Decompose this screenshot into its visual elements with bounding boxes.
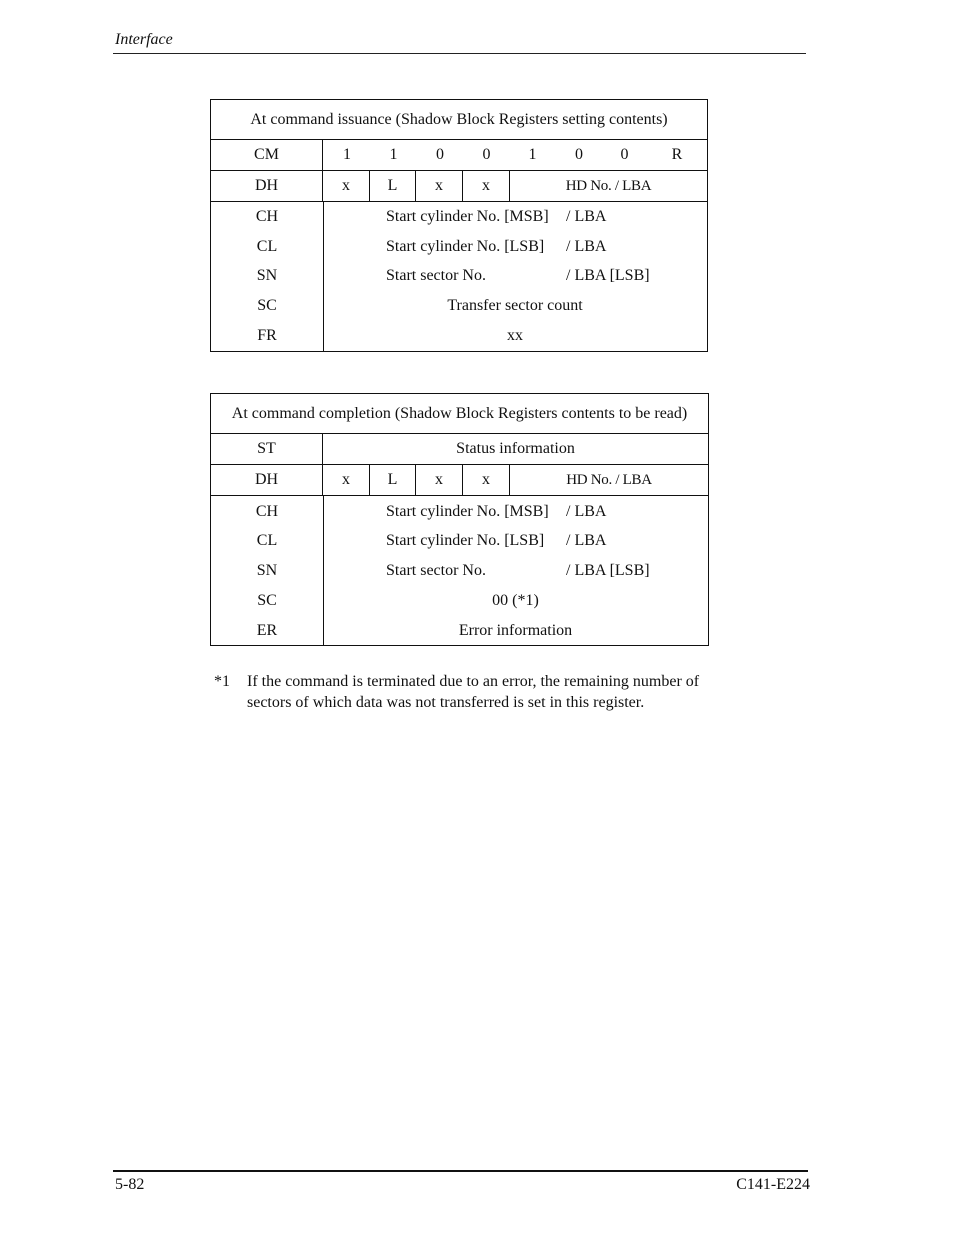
cm-bit-2: 0 [575,146,583,163]
dh-label: DH [211,465,323,495]
ch-value: Start cylinder No. [MSB] [386,208,549,225]
sn-suffix: / LBA [LSB] [566,267,650,284]
issuance-lower-block [211,202,707,351]
dh-bit-6: L [370,171,416,201]
ch-suffix: / LBA [566,208,607,225]
ch-label: CH [255,208,279,225]
header-rule [113,53,806,54]
sn-suffix: / LBA [LSB] [566,562,650,579]
sn-label: SN [256,562,278,579]
dh-row [211,171,707,202]
page-number: 5-82 [115,1176,145,1193]
sc-label: SC [257,297,277,314]
dh-bit-5: x [416,465,463,495]
dh-bit-5: x [416,171,463,201]
sn-label: SN [256,267,278,284]
cm-bit-7: 1 [343,146,351,163]
dh-bit-7: x [323,171,370,201]
completion-table-title: At command completion (Shadow Block Registers contents to be read) [211,394,708,434]
cl-suffix: / LBA [566,238,607,255]
er-label: ER [256,622,278,639]
sc-value: Transfer sector count [447,297,583,314]
er-value: Error information [458,622,573,639]
completion-register-table [210,393,709,646]
sn-value: Start sector No. [386,267,486,284]
cm-bit-6: 1 [389,146,398,163]
document-id: C141-E224 [736,1176,810,1193]
cm-bit-0: R [671,146,683,163]
sc-value: 00 (*1) [492,592,539,609]
cl-value: Start cylinder No. [LSB] [386,238,545,255]
footnote-mark: *1 [214,673,230,690]
sc-label: SC [257,592,277,609]
cm-bit-1: 0 [620,146,629,163]
cm-label: CM [211,140,323,170]
st-row [211,434,708,465]
dh-hd-lba: HD No. / LBA [566,471,652,488]
cl-label: CL [256,532,278,549]
dh-label: DH [211,171,323,201]
issuance-table-title: At command issuance (Shadow Block Registers setting contents) [211,100,707,140]
dh-bit-6: L [370,465,416,495]
running-header: Interface [115,31,173,48]
fr-label: FR [257,327,277,344]
cm-bit-5: 0 [436,146,444,163]
st-label: ST [211,434,323,464]
cm-bit-4: 0 [482,146,491,163]
sn-value: Start sector No. [386,562,486,579]
cl-value: Start cylinder No. [LSB] [386,532,545,549]
cm-bit-3: 1 [528,146,537,163]
dh-hd-lba: HD No. / LBA [565,177,652,194]
completion-lower-block [211,496,708,645]
issuance-register-table [210,99,708,352]
footer-rule [113,1170,808,1172]
dh-bit-7: x [323,465,370,495]
ch-suffix: / LBA [566,503,607,520]
cl-suffix: / LBA [566,532,607,549]
ch-value: Start cylinder No. [MSB] [386,503,549,520]
ch-label: CH [255,503,279,520]
st-value: Status information [456,440,575,457]
cm-row [211,140,707,171]
cl-label: CL [256,238,278,255]
dh-bit-4: x [463,171,510,201]
fr-value: xx [507,327,523,344]
footnote-text: If the command is terminated due to an error, the remaining number of sectors of which data was not transferred is set in this register. [247,673,700,711]
dh-row [211,465,708,496]
dh-bit-4: x [463,465,510,495]
